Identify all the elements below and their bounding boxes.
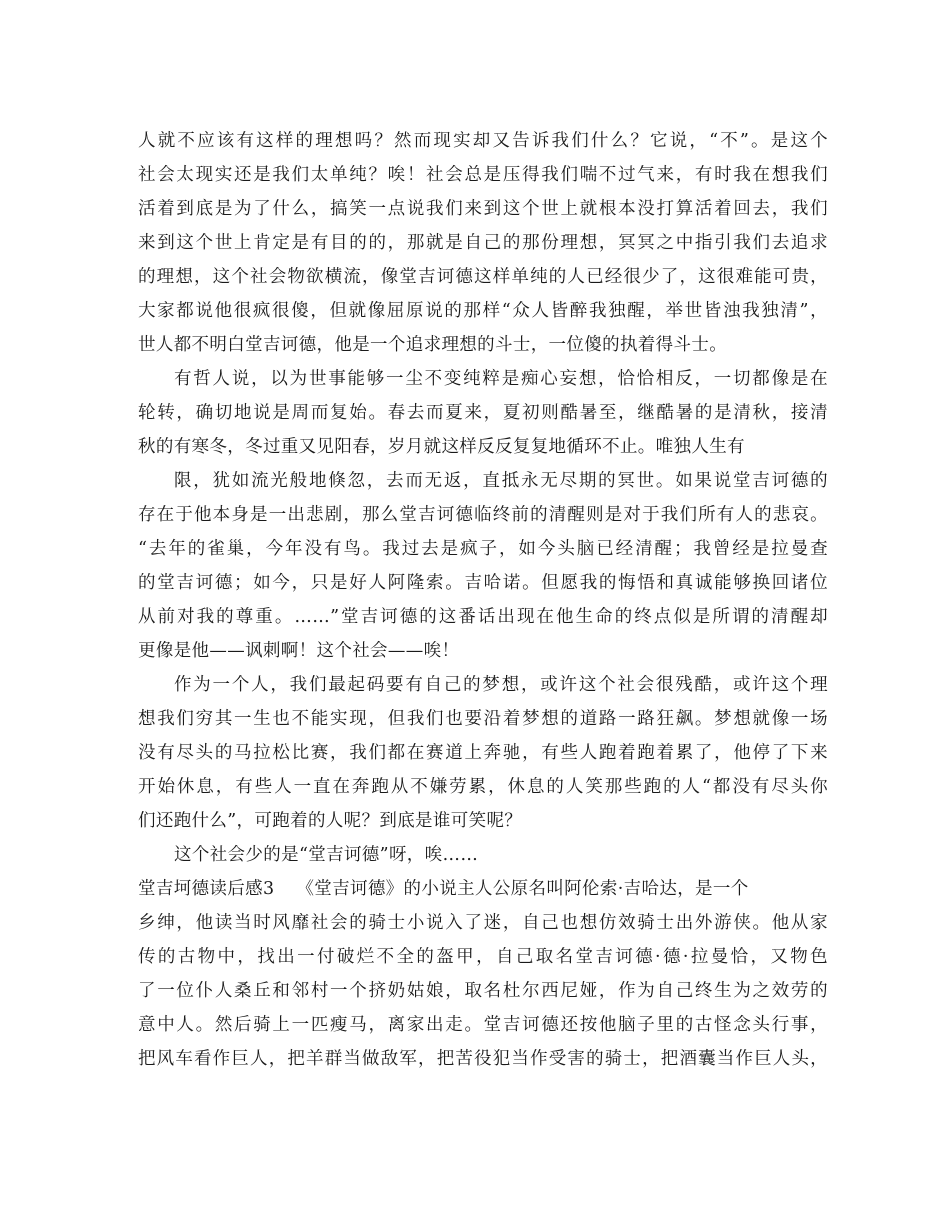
text-line: 来到这个世上肯定是有目的的，那就是自己的那份理想，冥冥之中指引我们去追求 <box>138 233 828 253</box>
text-line: 传的古物中，找出一付破烂不全的盔甲，自己取名堂吉诃德·德·拉曼恰，又物色 <box>138 947 828 967</box>
text-line: 把风车看作巨人，把羊群当做敌军，把苦役犯当作受害的骑士，把酒囊当作巨人头， <box>138 1049 828 1069</box>
text-line: 大家都说他很疯很傻，但就像屈原说的那样“众人皆醉我独醒，举世皆浊我独清”， <box>138 301 828 321</box>
section-heading-line <box>138 872 828 906</box>
text-line: 意中人。然后骑上一匹瘦马，离家出走。堂吉诃德还按他脑子里的古怪念头行事， <box>138 1015 828 1035</box>
text-line: 秋的有寒冬，冬过重又见阳春，岁月就这样反反复复地循环不止。唯独人生有 <box>138 437 745 457</box>
section-heading: 堂吉坷德读后感3 <box>138 879 275 899</box>
text-line: 了一位仆人桑丘和邻村一个挤奶姑娘，取名杜尔西尼娅，作为自己终生为之效劳的 <box>138 981 828 1001</box>
text-line: 的理想，这个社会物欲横流，像堂吉诃德这样单纯的人已经很少了，这很难能可贵， <box>138 267 828 287</box>
text-line: 没有尽头的马拉松比赛，我们都在赛道上奔驰，有些人跑着跑着累了，他停了下来 <box>138 743 828 763</box>
text-line: 社会太现实还是我们太单纯？唉！社会总是压得我们喘不过气来，有时我在想我们 <box>138 165 828 185</box>
text-line: 有哲人说，以为世事能够一尘不变纯粹是痴心妄想，恰恰相反，一切都像是在 <box>174 369 828 389</box>
text-line: 人就不应该有这样的理想吗？然而现实却又告诉我们什么？它说，“不”。是这个 <box>138 131 828 151</box>
text-line: 想我们穷其一生也不能实现，但我们也要沿着梦想的道路一路狂飙。梦想就像一场 <box>138 709 828 729</box>
text-line: “去年的雀巢，今年没有鸟。我过去是疯子，如今头脑已经清醒；我曾经是拉曼查 <box>138 539 828 559</box>
section-first-line: 《堂吉诃德》的小说主人公原名叫阿伦索·吉哈达，是一个 <box>296 879 749 899</box>
text-line: 这个社会少的是“堂吉诃德”呀，唉…… <box>174 845 479 865</box>
text-line: 开始休息，有些人一直在奔跑从不嫌劳累，休息的人笑那些跑的人“都没有尽头你 <box>138 777 828 797</box>
text-line: 的堂吉诃德；如今，只是好人阿隆索。吉哈诺。但愿我的悔悟和真诚能够换回诸位 <box>138 573 828 593</box>
text-line: 活着到底是为了什么，搞笑一点说我们来到这个世上就根本没打算活着回去，我们 <box>138 199 828 219</box>
text-line: 更像是他——讽刺啊！这个社会——唉！ <box>138 641 460 661</box>
text-line: 存在于他本身是一出悲剧，那么堂吉诃德临终前的清醒则是对于我们所有人的悲哀。 <box>138 505 828 525</box>
body-text <box>138 124 828 1076</box>
text-line: 轮转，确切地说是周而复始。春去而夏来，夏初则酷暑至，继酷暑的是清秋，接清 <box>138 403 828 423</box>
text-line: 世人都不明白堂吉诃德，他是一个追求理想的斗士，一位傻的执着得斗士。 <box>138 335 728 355</box>
text-line: 从前对我的尊重。……”堂吉诃德的这番话出现在他生命的终点似是所谓的清醒却 <box>138 607 828 627</box>
text-line: 作为一个人，我们最起码要有自己的梦想，或许这个社会很残酷，或许这个理 <box>174 675 828 695</box>
text-line: 乡绅，他读当时风靡社会的骑士小说入了迷，自己也想仿效骑士出外游侠。他从家 <box>138 913 828 933</box>
text-line: 限，犹如流光般地倏忽，去而无返，直抵永无尽期的冥世。如果说堂吉诃德的 <box>174 471 828 491</box>
text-line: 们还跑什么”，可跑着的人呢？到底是谁可笑呢？ <box>138 811 523 831</box>
